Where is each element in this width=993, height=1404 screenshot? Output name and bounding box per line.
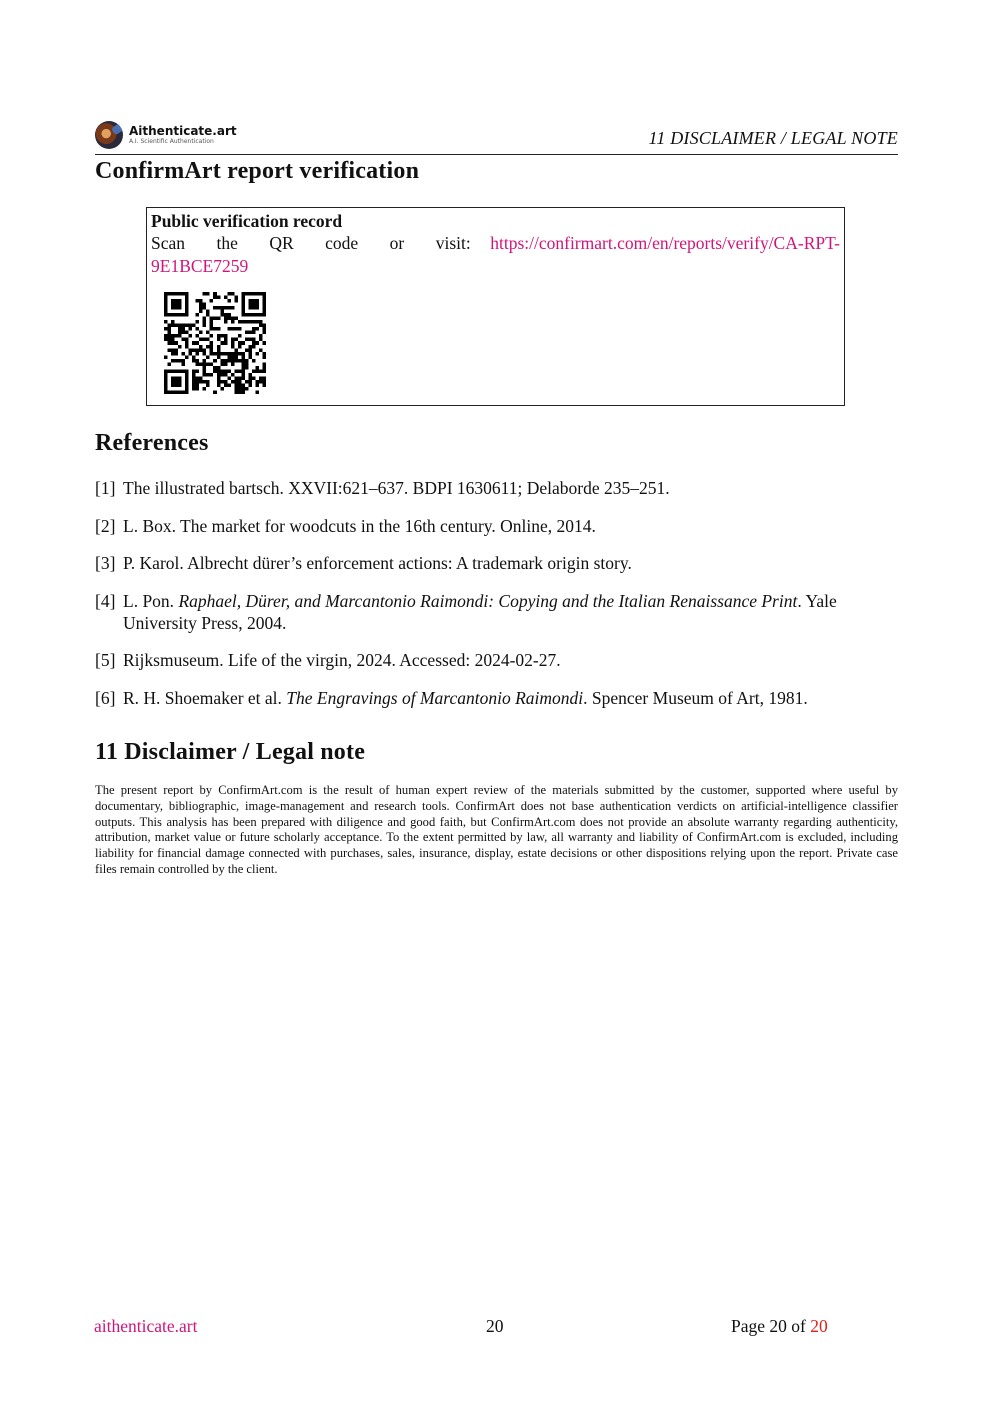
disclaimer-text: The present report by ConfirmArt.com is the result of human expert review of the materials submitted by the customer, supported where useful by documentary, bibliographic, image-management and research tools. ConfirmArt does not base authentication verdicts on artificial-intelligence classifier outputs. This analysis has been prepared with diligence and good faith, but ConfirmArt.com does not provide an absolute warranty regarding authenticity, attribution, market value or future scholarly acceptance. To the extent permitted by law, all warranty and liability of ConfirmArt.com is excluded, including liability for financial damage connected with purchases, sales, insurance, display, estate decisions or other dispositions relying upon the report. Private case files remain controlled by the client.	[95, 783, 898, 876]
footer-site-link[interactable]: aithenticate.art	[94, 1316, 198, 1336]
reference-publisher: . Yale University Press, 2004.	[123, 590, 837, 633]
aithenticate-logo	[95, 120, 237, 150]
reference-item	[95, 477, 898, 499]
reference-text-main: The illustrated bartsch. XXVII:621–637. BDPI 1630611; Delaborde 235–251.	[123, 478, 670, 498]
reference-text-main: Rijksmuseum. Life of the virgin, 2024. Accessed: 2024-02-27.	[123, 650, 561, 670]
reference-text	[123, 515, 898, 537]
disclaimer-heading: 11 Disclaimer / Legal note	[95, 739, 366, 765]
references-heading: References	[95, 430, 209, 456]
reference-number: [5]	[95, 650, 116, 670]
reference-item	[95, 515, 898, 537]
reference-text	[123, 552, 898, 574]
reference-text-main: P. Karol. Albrecht dürer’s enforcement actions: A trademark origin story.	[123, 553, 632, 573]
reference-text	[123, 687, 898, 709]
verification-box	[146, 207, 845, 406]
footer-page-count	[731, 1316, 828, 1337]
verification-box-title: Public verification record	[151, 211, 343, 231]
page-header	[95, 118, 898, 155]
logo-tagline: A.I. Scientific Authentication	[129, 138, 214, 145]
footer-page-number: 20	[486, 1316, 504, 1336]
reference-item	[95, 590, 898, 634]
reference-title: The Engravings of Marcantonio Raimondi	[286, 687, 584, 708]
reference-item	[95, 687, 898, 709]
reference-number: [1]	[95, 478, 116, 498]
qr-code-icon[interactable]	[164, 292, 266, 394]
page-total: 20	[810, 1316, 828, 1336]
reference-text	[123, 649, 898, 671]
reference-number: [4]	[95, 590, 116, 611]
reference-number: [6]	[95, 687, 116, 708]
reference-publisher: . Spencer Museum of Art, 1981.	[583, 687, 808, 708]
verification-link[interactable]: https://confirmart.com/en/reports/verify/CA-RPT-9E1BCE7259	[151, 233, 841, 276]
reference-item	[95, 649, 898, 671]
reference-text-main: L. Pon.	[123, 590, 179, 611]
verification-line	[151, 232, 840, 278]
reference-title: Raphael, Dürer, and Marcantonio Raimondi: Copying and the Italian Renaissance Print	[178, 590, 798, 611]
running-head: 11 DISCLAIMER / LEGAL NOTE	[648, 128, 898, 148]
verification-heading: ConfirmArt report verification	[95, 158, 420, 184]
reference-text-main: R. H. Shoemaker et al.	[123, 687, 287, 708]
reference-text	[123, 590, 898, 634]
reference-text-main: L. Box. The market for woodcuts in the 16th century. Online, 2014.	[123, 515, 596, 536]
scan-label: Scan the QR code or visit:	[151, 233, 471, 253]
page-label-prefix: Page 20 of	[731, 1316, 811, 1336]
reference-text	[123, 477, 898, 499]
logo-name: Aithenticate.art	[129, 124, 237, 138]
reference-number: [2]	[95, 515, 116, 536]
reference-number: [3]	[95, 553, 116, 573]
logo-icon	[95, 121, 123, 149]
references-list	[95, 477, 898, 724]
reference-item	[95, 552, 898, 574]
